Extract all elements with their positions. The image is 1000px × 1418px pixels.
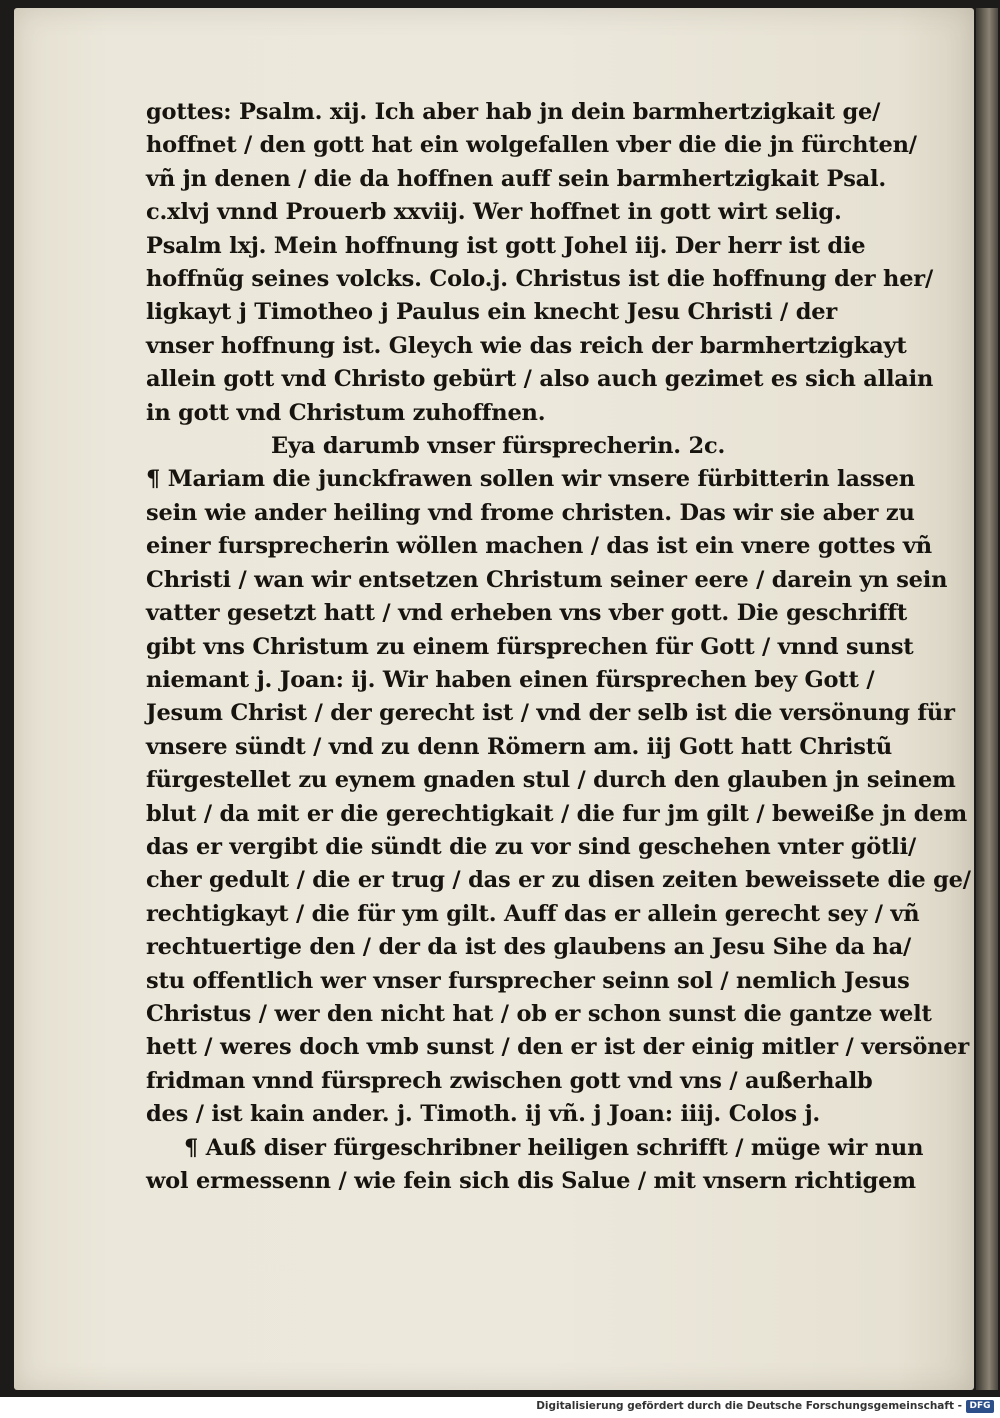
footer-credit: Digitalisierung gefördert durch die Deutsche Forschungsgemeinschaft - — [536, 1400, 962, 1412]
text-line: rechtigkayt / die für ym gilt. Auff das er allein gerecht sey / vñ — [146, 900, 920, 927]
text-line: stu offentlich wer vnser fursprecher seinn sol / nemlich Jesus — [146, 967, 910, 994]
text-line: gottes: Psalm. xij. Ich aber hab jn dein barmhertzigkait ge/ — [146, 99, 881, 125]
text-line: fridman vnnd fürsprech zwischen gott vnd vns / außerhalb — [146, 1067, 873, 1094]
book-gutter — [976, 8, 998, 1390]
text-line: vatter gesetzt hatt / vnd erheben vns vber gott. Die geschrifft — [146, 600, 908, 627]
text-line: einer fursprecherin wöllen machen / das ist ein vnere gottes vñ — [146, 533, 932, 560]
text-line: sein wie ander heiling vnd frome christen. Das wir sie aber zu — [146, 499, 915, 526]
text-line: fürgestellet zu eynem gnaden stul / durch den glauben jn seinem — [146, 767, 956, 794]
text-line: ligkayt j Timotheo j Paulus ein knecht Jesu Christi / der — [146, 299, 838, 326]
text-line: rechtuertige den / der da ist des glaubens an Jesu Sihe da ha/ — [146, 934, 912, 961]
text-line: gibt vns Christum zu einem fürsprechen für Gott / vnnd sunst — [146, 633, 914, 660]
text-line: blut / da mit er die gerechtigkait / die fur jm gilt / beweiße jn dem — [146, 800, 967, 827]
text-line: hett / weres doch vmb sunst / den er ist der einig mitler / versöner — [146, 1034, 970, 1061]
text-line: cher gedult / die er trug / das er zu disen zeiten beweissete die ge/ — [146, 867, 971, 894]
section-heading: Eya darumb vnser fürsprecherin. 2c. — [271, 433, 726, 460]
text-line: allein gott vnd Christo gebürt / also auch gezimet es sich allain — [146, 366, 934, 393]
text-line: Psalm lxj. Mein hoffnung ist gott Johel iij. Der herr ist die — [146, 232, 866, 259]
text-line: niemant j. Joan: ij. Wir haben einen fürsprechen bey Gott / — [146, 666, 875, 693]
text-line: des / ist kain ander. j. Timoth. ij vñ. j Joan: iiij. Colos j. — [146, 1101, 821, 1128]
text-line: ¶ Auß diser fürgeschribner heiligen schrifft / müge wir nun — [184, 1134, 924, 1161]
text-line: in gott vnd Christum zuhoffnen. — [146, 399, 546, 426]
text-line: hoffnet / den gott hat ein wolgefallen vber die die jn fürchten/ — [146, 132, 917, 159]
body-text — [146, 96, 971, 1198]
text-line: vñ jn denen / die da hoffnen auff sein barmhertzigkait Psal. — [146, 165, 887, 192]
text-line: Christus / wer den nicht hat / ob er schon sunst die gantze welt — [146, 1000, 932, 1027]
text-line: c.xlvj vnnd Prouerb xxviij. Wer hoffnet in gott wirt selig. — [146, 199, 842, 226]
text-line: hoffnũg seines volcks. Colo.j. Christus ist die hoffnung der her/ — [146, 266, 933, 293]
text-line: wol ermessenn / wie fein sich dis Salue / mit vnsern richtigem — [146, 1168, 916, 1194]
text-line: ¶ Mariam die junckfrawen sollen wir vnsere fürbitterin lassen — [146, 466, 915, 493]
text-line: Christi / wan wir entsetzen Christum seiner eere / darein yn sein — [146, 566, 948, 593]
text-line: vnser hoffnung ist. Gleych wie das reich der barmhertzigkayt — [146, 332, 907, 359]
dfg-logo: DFG — [966, 1400, 994, 1413]
text-line: vnsere sündt / vnd zu denn Römern am. iij Gott hatt Christũ — [146, 733, 893, 760]
text-line: Jesum Christ / der gerecht ist / vnd der selb ist die versönung für — [146, 700, 955, 727]
text-line: das er vergibt die sündt die zu vor sind geschehen vnter götli/ — [146, 833, 917, 860]
